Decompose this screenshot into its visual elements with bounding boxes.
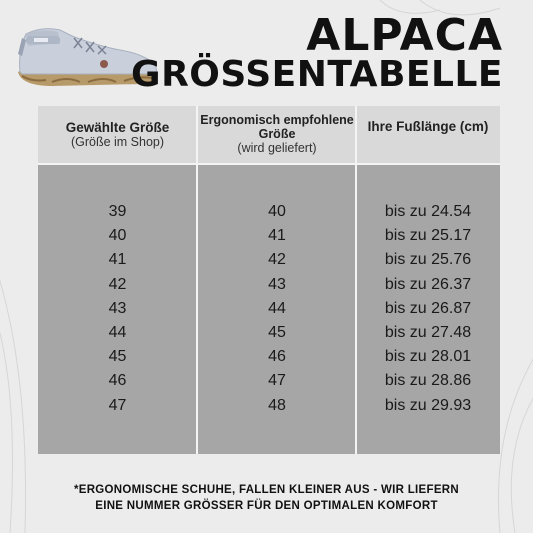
- table-row: [38, 348, 500, 372]
- recommended-size-cell: 46: [268, 348, 286, 366]
- foot-length-cell: bis zu 24.54: [384, 203, 472, 220]
- recommended-size-cell: 44: [268, 299, 286, 317]
- header-recommended-size-title: Ergonomisch empfohlene Größe: [200, 113, 354, 141]
- header-chosen-size-title: Gewählte Größe: [65, 119, 170, 135]
- foot-length-cell: bis zu 26.87: [384, 299, 472, 317]
- foot-length-cell: bis zu 25.17: [384, 227, 472, 245]
- recommended-size-cell: 40: [268, 203, 286, 220]
- table-row: [38, 276, 500, 300]
- foot-length-cell: bis zu 29.93: [384, 396, 472, 414]
- foot-length-cell: bis zu 25.76: [384, 251, 472, 269]
- footnote-line-1: *ERGONOMISCHE SCHUHE, FALLEN KLEINER AUS - WIR LIEFERN: [73, 484, 460, 496]
- header-recommended-size-note: (wird geliefert): [237, 141, 317, 155]
- recommended-size-cell: 45: [268, 323, 286, 341]
- chosen-size-cell: 41: [108, 251, 127, 269]
- chosen-size-cell: 45: [108, 348, 127, 366]
- title-line-1: ALPACA: [306, 10, 503, 61]
- foot-length-cell: bis zu 28.86: [384, 372, 472, 390]
- header-foot-length: [356, 106, 500, 163]
- foot-length-cell: bis zu 26.37: [384, 275, 472, 293]
- chosen-size-cell: 39: [108, 203, 127, 220]
- footnote: [0, 482, 533, 514]
- foot-length-cell: bis zu 28.01: [384, 348, 472, 366]
- chosen-size-cell: 44: [108, 323, 127, 341]
- foot-length-cell: bis zu 27.48: [384, 323, 472, 341]
- size-table: [38, 106, 500, 454]
- chosen-size-cell: 40: [108, 227, 127, 245]
- chosen-size-cell: 43: [108, 299, 127, 317]
- title-line-2: GRÖSSENTABELLE: [131, 54, 503, 95]
- table-row: [38, 324, 500, 348]
- table-body: [38, 203, 500, 421]
- header-divider: [38, 163, 500, 165]
- recommended-size-cell: 42: [268, 251, 286, 269]
- recommended-size-cell: 43: [268, 275, 286, 293]
- table-row: [38, 397, 500, 421]
- chosen-size-cell: 42: [108, 275, 127, 293]
- page-title: [131, 10, 503, 95]
- chosen-size-cell: 47: [108, 396, 127, 414]
- header-foot-length-title: Ihre Fußlänge (cm): [367, 119, 489, 134]
- table-row: [38, 227, 500, 251]
- recommended-size-cell: 48: [268, 396, 286, 414]
- header-recommended-size: [198, 106, 356, 163]
- footnote-line-2: EINE NUMMER GRÖSSER FÜR DEN OPTIMALEN KOMFORT: [95, 500, 438, 512]
- table-row: [38, 203, 500, 227]
- chosen-size-cell: 46: [108, 372, 127, 390]
- table-row: [38, 300, 500, 324]
- header-chosen-size: [38, 106, 197, 163]
- table-row: [38, 372, 500, 396]
- recommended-size-cell: 47: [268, 372, 286, 390]
- table-row: [38, 251, 500, 275]
- header-chosen-size-note: (Größe im Shop): [70, 134, 165, 149]
- recommended-size-cell: 41: [268, 227, 286, 245]
